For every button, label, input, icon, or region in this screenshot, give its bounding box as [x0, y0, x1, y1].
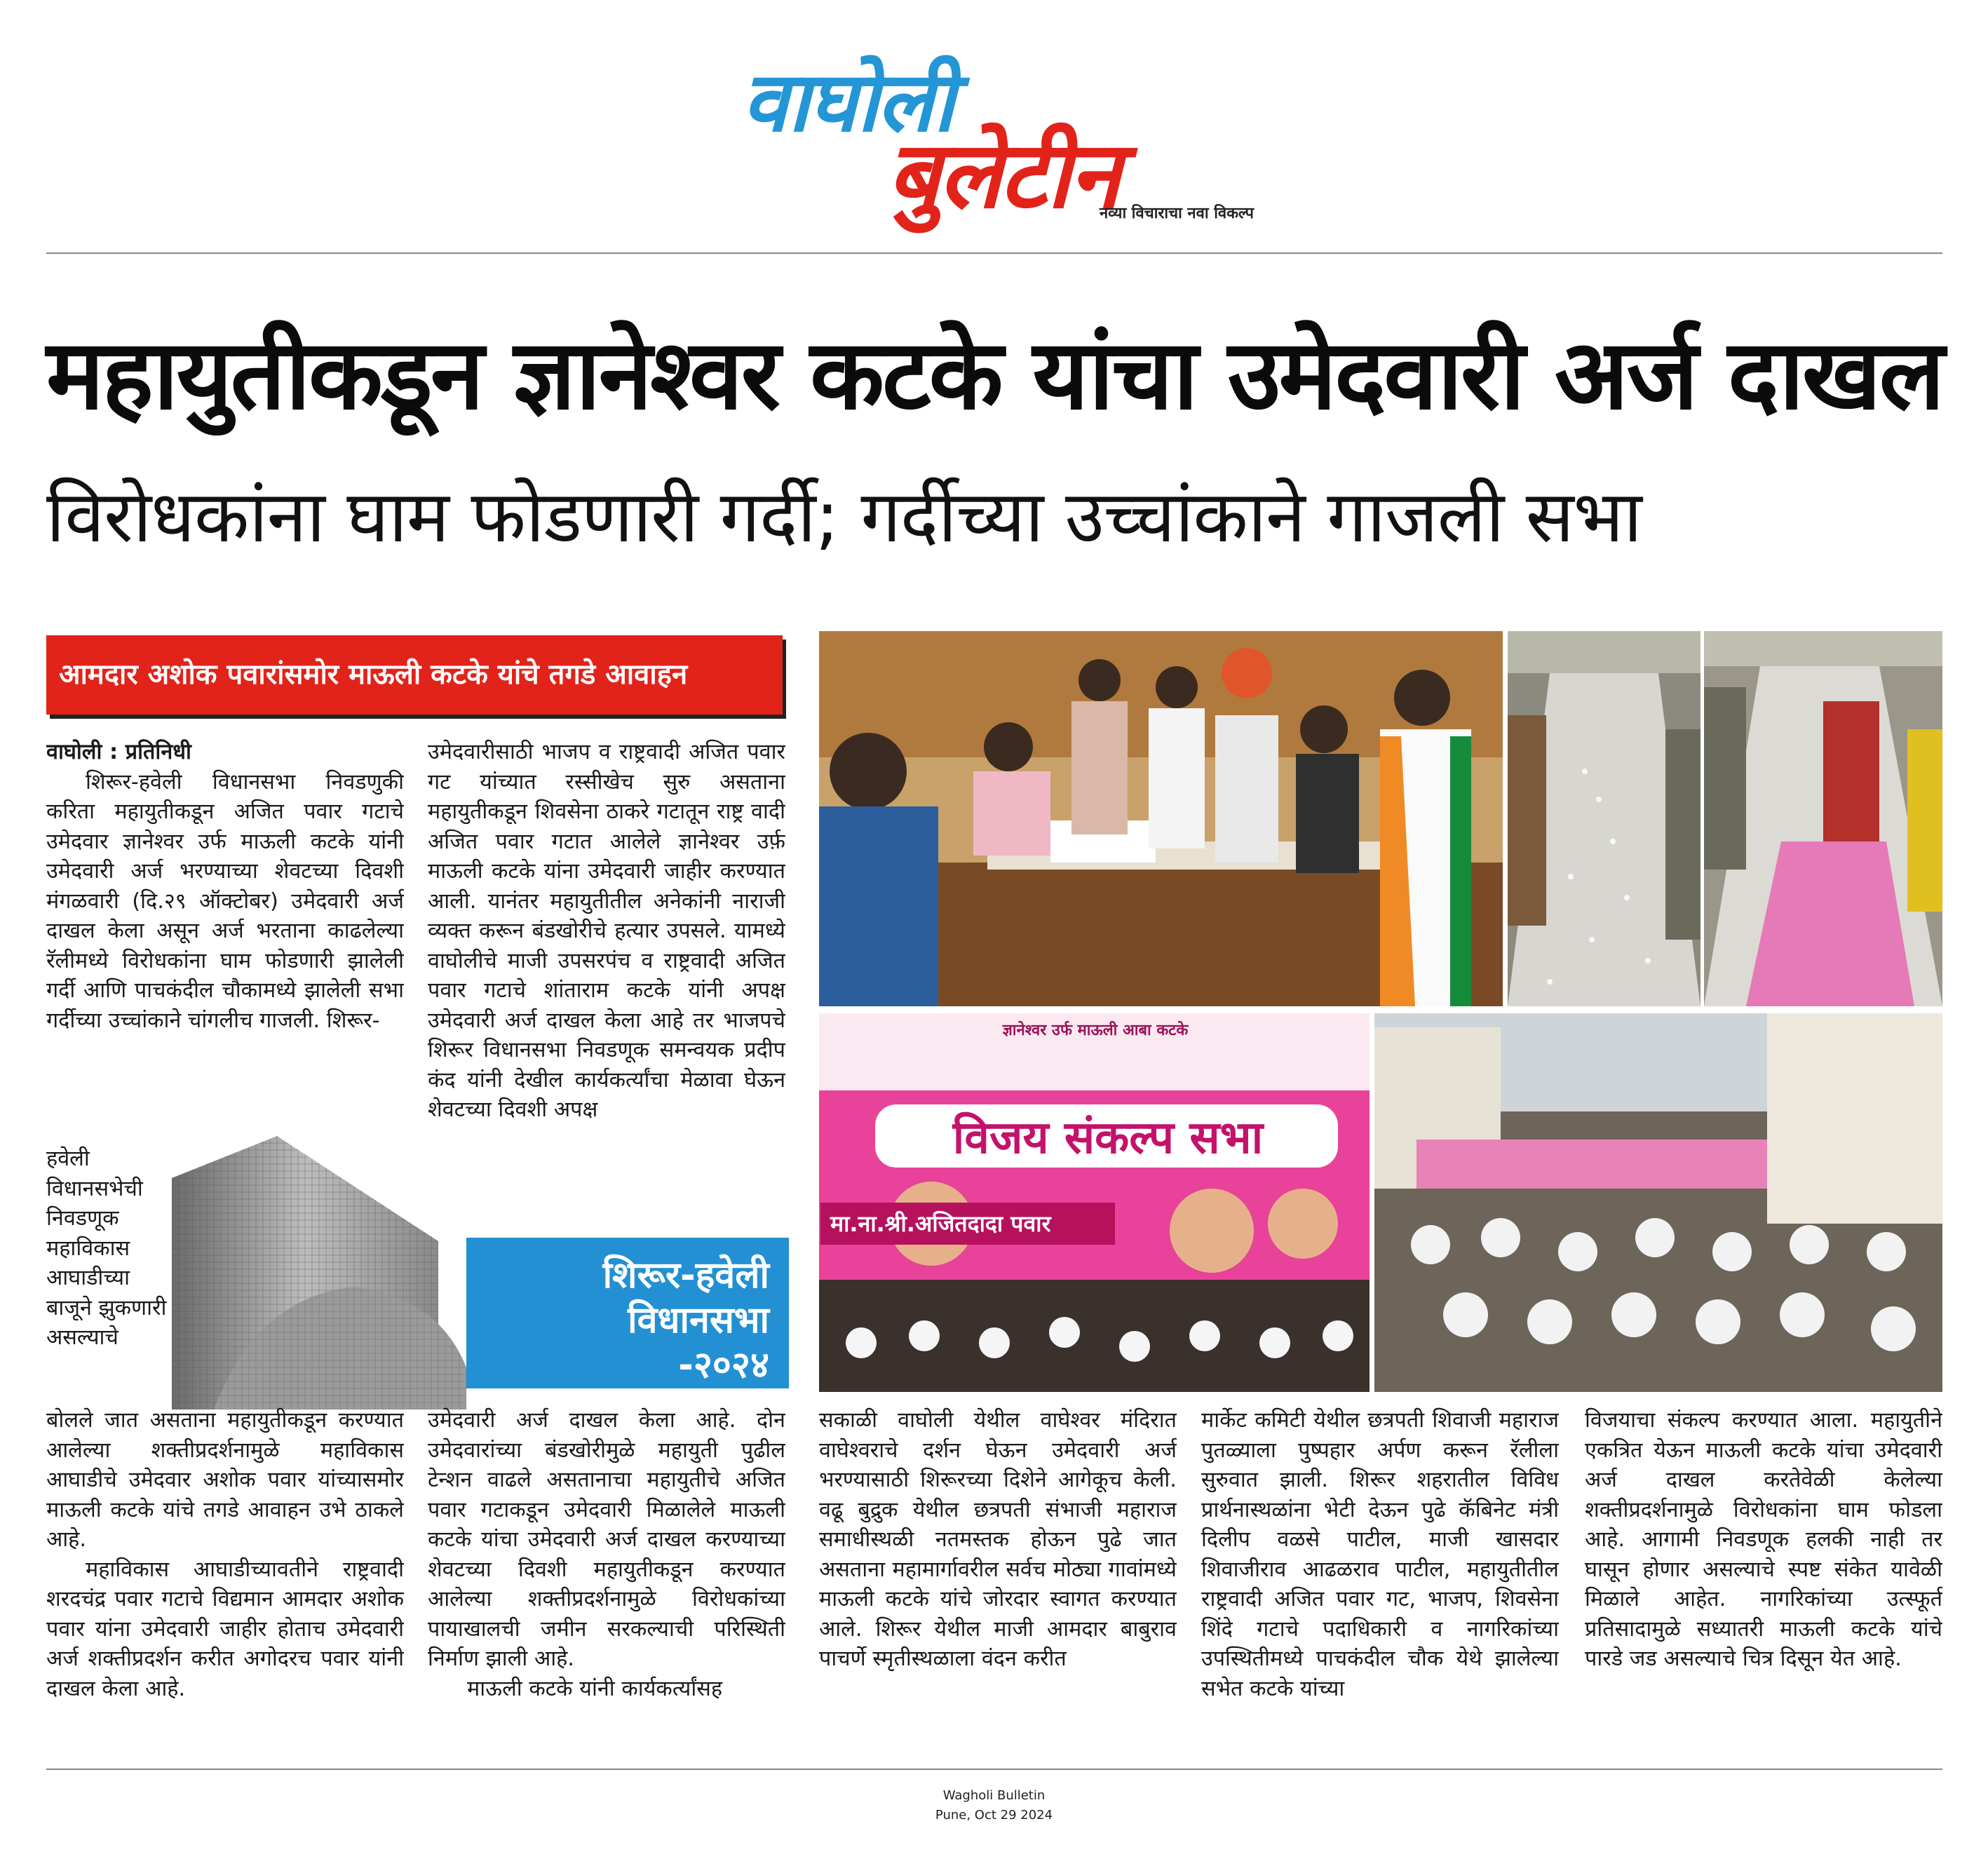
article-bottom-col4 — [1201, 1406, 1559, 1767]
constituency-line2: विधानसभा — [628, 1299, 769, 1341]
masthead-line2: बुलेटीन — [887, 121, 1119, 229]
paragraph: हवेली विधानसभेची निवडणूक महाविकास आघाडीच्या बाजूने झुकणारी असल्याचे — [46, 1147, 167, 1350]
article-bottom-col5 — [1585, 1406, 1942, 1767]
stage-banner-name: मा.ना.श्री.अजितदादा पवार — [820, 1203, 1115, 1245]
paragraph: मार्केट कमिटी येथील छत्रपती शिवाजी महाराज पुतळ्याला पुष्पहार अर्पण करून रॅलीला सुरुवात झाली. शिरूर शहरातील विविध प्रार्थनास्थळांना भेटी देऊन पुढे कॅबिनेट मंत्री दिलीप वळसे पाटील, माजी खासदार शिवाजीराव आढळराव पाटील, महायुतीतील राष्ट्रवादी अजित पवार गट, भाजप, शिवसेना शिंदे गटाचे पदाधिकारी व नागरिकांच्या उपस्थितीमध्ये पाचकंदील चौक येथे झालेल्या सभेत कटके यांच्या — [1201, 1408, 1559, 1701]
nomination-filing-photo — [819, 631, 1503, 1006]
rally-aerial-photo-2 — [1704, 631, 1942, 1006]
masthead-logo — [729, 49, 1262, 231]
assembly-building-image — [172, 1136, 466, 1409]
stage-banner-title: विजय संकल्प सभा — [952, 1112, 1264, 1164]
footer-date: Pune, Oct 29 2024 — [935, 1808, 1053, 1823]
footer-brand: Wagholi Bulletin — [942, 1788, 1046, 1803]
crowd-street-photo — [1374, 1013, 1942, 1392]
subheadline: विरोधकांना घाम फोडणारी गर्दी; गर्दीच्या उच्चांकाने गाजली सभा — [46, 475, 1642, 559]
masthead-tagline: नव्या विचाराचा नवा विकल्प — [1099, 205, 1254, 222]
paragraph: उमेदवारी अर्ज दाखल केला आहे. दोन उमेदवारांच्या बंडखोरीमुळे महायुती पुढील टेन्शन वाढले असतानाचा महायुतीचे अजित पवार गटाकडून उमेदवारी मिळालेले माऊली कटके यांचा उमेदवारी अर्ज दाखल करण्याच्या शेवटच्या दिवशी महायुतीकडून करण्यात आलेल्या शक्तीप्रदर्शनामुळे विरोधकांच्या पायाखालची जमीन सरकल्याची परिस्थिती निर्माण झाली आहे. — [428, 1408, 785, 1671]
paragraph: माऊली कटके यांनी कार्यकर्त्यांसह — [467, 1676, 723, 1701]
article-col2-top — [428, 738, 785, 1239]
article-bottom-col1 — [46, 1406, 404, 1767]
rally-aerial-photo-1 — [1508, 631, 1700, 1006]
paragraph: सकाळी वाघोली येथील वाघेश्वर मंदिरात वाघेश्वराचे दर्शन घेऊन उमेदवारी अर्ज भरण्यासाठी शिरूरच्या दिशेने आगेकूच केली. वढू बुद्रुक येथील छत्रपती संभाजी महाराज समाधीस्थळी नतमस्तक होऊन पुढे जात असताना महामार्गावरील सर्वच मोठ्या गावांमध्ये माऊली कटके यांचे जोरदार स्वागत करण्यात आले. शिरूर येथील माजी आमदार बाबुराव पाचर्णे स्मृतीस्थळाला वंदन करीत — [819, 1408, 1177, 1671]
paragraph: शिरूर-हवेली विधानसभा निवडणुकी करिता महायुतीकडून अजित पवार गटाचे उमेदवार ज्ञानेश्वर उर्फ माऊली कटके यांनी उमेदवारी अर्ज भरण्याच्या शेवटच्या दिवशी मंगळवारी (दि.२९ ऑक्टोबर) उमेदवारी अर्ज दाखल केला असून अर्ज भरताना काढलेल्या रॅलीमध्ये विरोधकांना घाम फोडणारी झालेली गर्दी आणि पाचकंदील चौकामध्ये झालेली सभा गर्दीच्या उच्चांकाने चांगलीच गाजली. शिरूर- — [46, 769, 404, 1033]
bottom-divider — [46, 1769, 1942, 1770]
section-banner — [46, 635, 783, 715]
section-banner-text: आमदार अशोक पवारांसमोर माऊली कटके यांचे तगडे आवाहन — [59, 658, 688, 691]
constituency-box — [466, 1238, 789, 1388]
paragraph: विजयाचा संकल्प करण्यात आला. महायुतीने एकत्रित येऊन माऊली कटके यांचा उमेदवारी अर्ज दाखल करतेवेळी केलेल्या शक्तीप्रदर्शनामुळे विरोधकांना घाम फोडला आहे. आगामी निवडणूक हलकी नाही तर घासून होणार असल्याचे स्पष्ट संकेत यावेळी मिळाले आहेत. नागरिकांच्या उत्स्फूर्त प्रतिसादामुळे सध्यातरी माऊली कटके यांचे पारडे जड असल्याचे चित्र दिसून येत आहे. — [1585, 1408, 1942, 1671]
top-divider — [46, 252, 1942, 254]
paragraph: उमेदवारीसाठी भाजप व राष्ट्रवादी अजित पवार गट यांच्यात रस्सीखेच सुरु असताना महायुतीकडून शिवसेना ठाकरे गटातून राष्ट्र वादी अजित पवार गटात आलेले ज्ञानेश्वर उर्फ़ माऊली कटके यांना उमेदवारी जाहीर करण्यात आली. यानंतर महायुतीतील अनेकांनी नाराजी व्यक्त करून बंडखोरीचे हत्यार उपसले. यामध्ये वाघोलीचे माजी उपसरपंच व राष्ट्रवादी अजित पवार गटाचे शांताराम कटके यांनी अपक्ष उमेदवारी अर्ज दाखल केला आहे तर भाजपचे शिरूर विधानसभा निवडणूक समन्वयक प्रदीप कंद यांनी देखील कार्यकर्त्यांचा मेळावा घेऊन शेवटच्या दिवशी अपक्ष — [428, 740, 785, 1122]
article-bottom-col3 — [819, 1406, 1177, 1767]
paragraph: बोलले जात असताना महायुतीकडून करण्यात आलेल्या शक्तीप्रदर्शनामुळे महाविकास आघाडीचे उमेदवार अशोक पवार यांच्यासमोर माऊली कटके यांचे तगडे आवाहन उभे ठाकले आहे. — [46, 1408, 404, 1552]
headline: महायुतीकडून ज्ञानेश्वर कटके यांचा उमेदवारी अर्ज दाखल — [46, 318, 1943, 431]
stage-banner-top: ज्ञानेश्वर उर्फ माऊली आबा कटके — [1002, 1022, 1189, 1039]
dateline: वाघोली : प्रतिनिधी — [46, 740, 191, 764]
article-col1-narrow — [46, 1144, 169, 1404]
article-bottom-col2 — [428, 1406, 785, 1767]
masthead-line1: वाघोली — [742, 53, 954, 150]
paragraph: महाविकास आघाडीच्यावतीने राष्ट्रवादी शरदचंद्र पवार गटाचे विद्यमान आमदार अशोक पवार यांना उमेदवारी जाहीर होताच उमेदवारी अर्ज शक्तीप्रदर्शन करीत अगोदरच पवार यांनी दाखल केला आहे. — [46, 1557, 404, 1701]
constituency-line1: शिरूर-हवेली — [602, 1255, 769, 1297]
article-col1-top — [46, 738, 404, 1141]
constituency-line3: -२०२४ — [678, 1344, 769, 1386]
